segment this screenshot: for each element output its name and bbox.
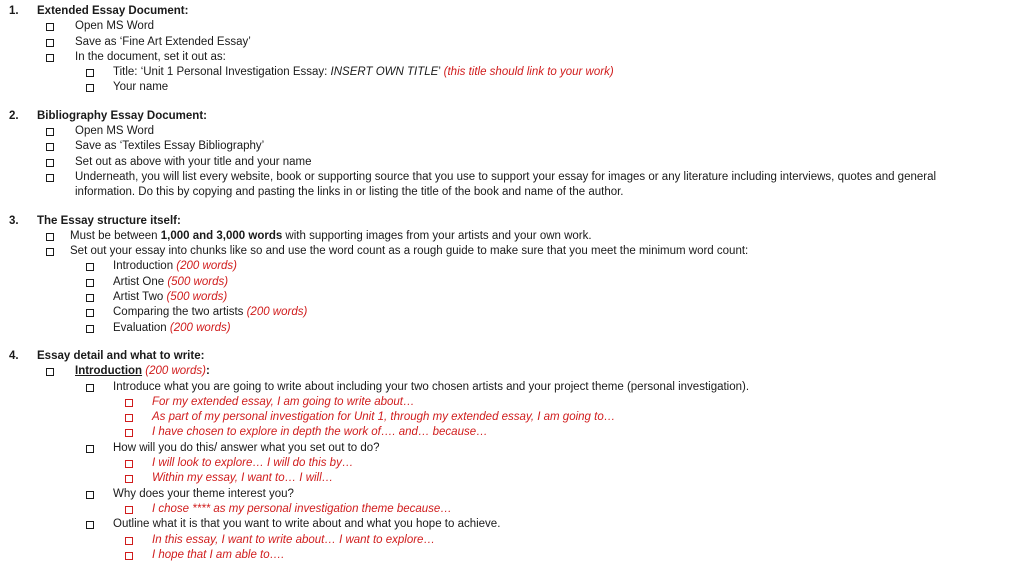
example-item: Within my essay, I want to… I will… xyxy=(0,471,1024,486)
chunk-item: Artist One (500 words) xyxy=(0,275,1024,290)
section-bibliography xyxy=(0,109,1024,201)
example-item: I chose **** as my personal investigation theme because… xyxy=(0,502,1024,517)
example-item: I will look to explore… I will do this by… xyxy=(0,456,1024,471)
section-essay-structure xyxy=(0,214,1024,336)
example-item: As part of my personal investigation for Unit 1, through my extended essay, I am going to… xyxy=(0,410,1024,425)
section-number: 2. xyxy=(9,109,19,122)
checklist-item: In the document, set it out as: xyxy=(0,50,1024,65)
checkbox-icon[interactable] xyxy=(86,521,94,529)
checklist-item: Open MS Word xyxy=(0,124,1024,139)
section-essay-detail xyxy=(0,349,1024,563)
document-body xyxy=(0,4,1024,563)
checklist-item: Set out your essay into chunks like so and use the word count as a rough guide to make sure that you meet the minimum word count: xyxy=(0,244,1024,259)
section-number: 4. xyxy=(9,349,19,362)
checkbox-icon[interactable] xyxy=(86,384,94,392)
checkbox-icon[interactable] xyxy=(46,23,54,31)
checkbox-icon[interactable] xyxy=(86,325,94,333)
checklist-subitem-title: Title: ‘Unit 1 Personal Investigation Essay: INSERT OWN TITLE’ (this title should link to your work) xyxy=(0,65,1024,80)
section-number: 1. xyxy=(9,5,19,17)
question-item: Why does your theme interest you? xyxy=(0,487,1024,502)
checkbox-icon[interactable] xyxy=(46,159,54,167)
chunk-item: Comparing the two artists (200 words) xyxy=(0,305,1024,320)
checkbox-icon[interactable] xyxy=(46,128,54,136)
checkbox-icon[interactable] xyxy=(125,552,133,560)
section-heading: The Essay structure itself: xyxy=(37,214,181,227)
chunk-item: Introduction (200 words) xyxy=(0,259,1024,274)
checklist-item: Save as ‘Fine Art Extended Essay’ xyxy=(0,35,1024,50)
checkbox-icon[interactable] xyxy=(86,84,94,92)
checkbox-icon[interactable] xyxy=(125,506,133,514)
checkbox-icon[interactable] xyxy=(86,445,94,453)
checkbox-icon[interactable] xyxy=(46,174,54,182)
example-item: I have chosen to explore in depth the work of…. and… because… xyxy=(0,425,1024,440)
checklist-item: Save as ‘Textiles Essay Bibliography’ xyxy=(0,139,1024,154)
checkbox-icon[interactable] xyxy=(125,460,133,468)
checkbox-icon[interactable] xyxy=(46,39,54,47)
checklist-subitem-name: Your name xyxy=(0,80,1024,95)
checklist-item: Underneath, you will list every website, book or supporting source that you use to support your essay for images or any literature including interviews, quotes and general information. Do this by copying and pasting the links in or listing the title of the book and name of the author. xyxy=(0,170,1024,201)
checklist-item: Must be between 1,000 and 3,000 words with supporting images from your artists and your own work. xyxy=(0,229,1024,244)
example-item: For my extended essay, I am going to write about… xyxy=(0,395,1024,410)
checkbox-icon[interactable] xyxy=(125,475,133,483)
checklist-item: Open MS Word xyxy=(0,19,1024,34)
section-number: 3. xyxy=(9,214,19,227)
checkbox-icon[interactable] xyxy=(86,309,94,317)
section-heading: Bibliography Essay Document: xyxy=(37,109,207,122)
section-extended-essay xyxy=(0,4,1024,96)
chunk-item: Artist Two (500 words) xyxy=(0,290,1024,305)
chunk-item: Evaluation (200 words) xyxy=(0,321,1024,336)
checkbox-icon[interactable] xyxy=(46,248,54,256)
checkbox-icon[interactable] xyxy=(86,263,94,271)
checkbox-icon[interactable] xyxy=(125,537,133,545)
checkbox-icon[interactable] xyxy=(46,143,54,151)
checklist-item-introduction: Introduction (200 words): xyxy=(0,364,1024,379)
checkbox-icon[interactable] xyxy=(125,414,133,422)
checkbox-icon[interactable] xyxy=(86,491,94,499)
checkbox-icon[interactable] xyxy=(46,54,54,62)
question-item: Outline what it is that you want to write about and what you hope to achieve. xyxy=(0,517,1024,532)
checkbox-icon[interactable] xyxy=(46,368,54,376)
checkbox-icon[interactable] xyxy=(125,399,133,407)
example-item: I hope that I am able to…. xyxy=(0,548,1024,563)
question-item: How will you do this/ answer what you set out to do? xyxy=(0,441,1024,456)
checkbox-icon[interactable] xyxy=(86,69,94,77)
question-item: Introduce what you are going to write about including your two chosen artists and your project theme (personal investigation). xyxy=(0,380,1024,395)
checklist-item: Set out as above with your title and your name xyxy=(0,155,1024,170)
checkbox-icon[interactable] xyxy=(86,294,94,302)
checkbox-icon[interactable] xyxy=(46,233,54,241)
checkbox-icon[interactable] xyxy=(86,279,94,287)
example-item: In this essay, I want to write about… I want to explore… xyxy=(0,533,1024,548)
checkbox-icon[interactable] xyxy=(125,429,133,437)
section-heading: Extended Essay Document: xyxy=(37,5,189,17)
section-heading: Essay detail and what to write: xyxy=(37,349,205,362)
